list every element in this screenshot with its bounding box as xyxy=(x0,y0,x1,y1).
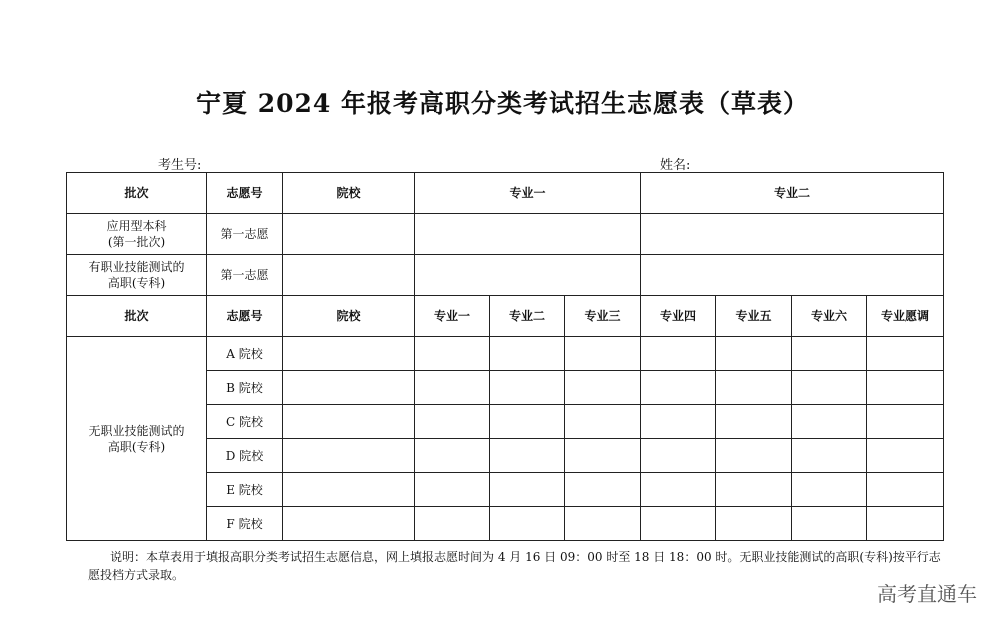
major-input-cell[interactable] xyxy=(415,337,490,371)
header-choice-no: 志愿号 xyxy=(207,296,283,337)
header-major-2: 专业二 xyxy=(490,296,565,337)
batch-line1: 有职业技能测试的 xyxy=(88,260,185,274)
major-input-cell[interactable] xyxy=(565,371,641,405)
major-input-cell[interactable] xyxy=(490,507,565,541)
header-major-5: 专业五 xyxy=(716,296,792,337)
choice-cell: B 院校 xyxy=(207,371,283,405)
table1-header-row xyxy=(67,173,944,214)
adjust-input-cell[interactable] xyxy=(867,439,944,473)
major-input-cell[interactable] xyxy=(716,507,792,541)
major-input-cell[interactable] xyxy=(490,371,565,405)
adjust-input-cell[interactable] xyxy=(867,405,944,439)
school-input-cell[interactable] xyxy=(283,439,415,473)
major-input-cell[interactable] xyxy=(565,337,641,371)
choice-cell: D 院校 xyxy=(207,439,283,473)
batch-line2: (第一批次) xyxy=(107,235,166,249)
application-form-table xyxy=(66,172,944,541)
choice-cell: A 院校 xyxy=(207,337,283,371)
major-input-cell[interactable] xyxy=(716,439,792,473)
header-major-adjust: 专业愿调 xyxy=(867,296,944,337)
major-input-cell[interactable] xyxy=(565,473,641,507)
school-input-cell[interactable] xyxy=(283,214,415,255)
header-school: 院校 xyxy=(283,296,415,337)
choice-cell: E 院校 xyxy=(207,473,283,507)
major-input-cell[interactable] xyxy=(565,507,641,541)
major-input-cell[interactable] xyxy=(792,371,867,405)
major-input-cell[interactable] xyxy=(792,473,867,507)
adjust-input-cell[interactable] xyxy=(867,473,944,507)
major-input-cell[interactable] xyxy=(792,439,867,473)
major-input-cell[interactable] xyxy=(415,473,490,507)
major-input-cell[interactable] xyxy=(716,473,792,507)
major-input-cell[interactable] xyxy=(641,371,716,405)
major-input-cell[interactable] xyxy=(415,405,490,439)
instructions-note: 说明：本草表用于填报高职分类考试招生志愿信息，网上填报志愿时间为 4 月 16 日 09：00 时至 18 日 18：00 时。无职业技能测试的高职(专科)按平行志愿投档方式录取。 xyxy=(88,550,941,582)
major-input-cell[interactable] xyxy=(490,337,565,371)
school-input-cell[interactable] xyxy=(283,255,415,296)
school-input-cell[interactable] xyxy=(283,473,415,507)
name-label: 姓名: xyxy=(660,158,691,173)
major-input-cell[interactable] xyxy=(565,439,641,473)
header-major-2: 专业二 xyxy=(641,173,944,214)
batch-cell xyxy=(67,214,207,255)
choice-cell: 第一志愿 xyxy=(207,214,283,255)
major-input-cell[interactable] xyxy=(716,337,792,371)
major-input-cell[interactable] xyxy=(716,371,792,405)
table2-header-row xyxy=(67,296,944,337)
header-school: 院校 xyxy=(283,173,415,214)
major-input-cell[interactable] xyxy=(415,439,490,473)
adjust-input-cell[interactable] xyxy=(867,507,944,541)
header-major-3: 专业三 xyxy=(565,296,641,337)
header-major-6: 专业六 xyxy=(792,296,867,337)
major-1-input-cell[interactable] xyxy=(415,214,641,255)
batch-cell xyxy=(67,255,207,296)
school-input-cell[interactable] xyxy=(283,371,415,405)
major-1-input-cell[interactable] xyxy=(415,255,641,296)
major-input-cell[interactable] xyxy=(490,439,565,473)
header-batch: 批次 xyxy=(67,173,207,214)
header-choice-no: 志愿号 xyxy=(207,173,283,214)
batch-line2: 高职(专科) xyxy=(107,439,166,454)
table-row xyxy=(67,337,944,371)
major-input-cell[interactable] xyxy=(415,507,490,541)
header-major-1: 专业一 xyxy=(415,296,490,337)
major-input-cell[interactable] xyxy=(565,405,641,439)
header-major-4: 专业四 xyxy=(641,296,716,337)
major-2-input-cell[interactable] xyxy=(641,255,944,296)
major-input-cell[interactable] xyxy=(641,405,716,439)
adjust-input-cell[interactable] xyxy=(867,337,944,371)
batch-cell xyxy=(67,337,207,541)
school-input-cell[interactable] xyxy=(283,507,415,541)
major-input-cell[interactable] xyxy=(641,507,716,541)
major-input-cell[interactable] xyxy=(792,507,867,541)
major-input-cell[interactable] xyxy=(641,439,716,473)
watermark: 高考直通车 xyxy=(877,582,977,606)
exam-number-label: 考生号: xyxy=(158,158,202,173)
choice-cell: F 院校 xyxy=(207,507,283,541)
batch-line1: 无职业技能测试的 xyxy=(88,423,185,438)
major-input-cell[interactable] xyxy=(490,473,565,507)
school-input-cell[interactable] xyxy=(283,405,415,439)
major-input-cell[interactable] xyxy=(641,337,716,371)
header-major-1: 专业一 xyxy=(415,173,641,214)
school-input-cell[interactable] xyxy=(283,337,415,371)
adjust-input-cell[interactable] xyxy=(867,371,944,405)
table-row xyxy=(67,255,944,296)
table-row xyxy=(67,214,944,255)
batch-line1: 应用型本科 xyxy=(106,219,167,233)
choice-cell: C 院校 xyxy=(207,405,283,439)
major-input-cell[interactable] xyxy=(792,337,867,371)
major-2-input-cell[interactable] xyxy=(641,214,944,255)
header-batch: 批次 xyxy=(67,296,207,337)
page-title: 宁夏 2024 年报考高职分类考试招生志愿表（草表） xyxy=(196,89,809,118)
major-input-cell[interactable] xyxy=(641,473,716,507)
major-input-cell[interactable] xyxy=(490,405,565,439)
major-input-cell[interactable] xyxy=(716,405,792,439)
major-input-cell[interactable] xyxy=(415,371,490,405)
batch-line2: 高职(专科) xyxy=(107,276,166,290)
major-input-cell[interactable] xyxy=(792,405,867,439)
choice-cell: 第一志愿 xyxy=(207,255,283,296)
